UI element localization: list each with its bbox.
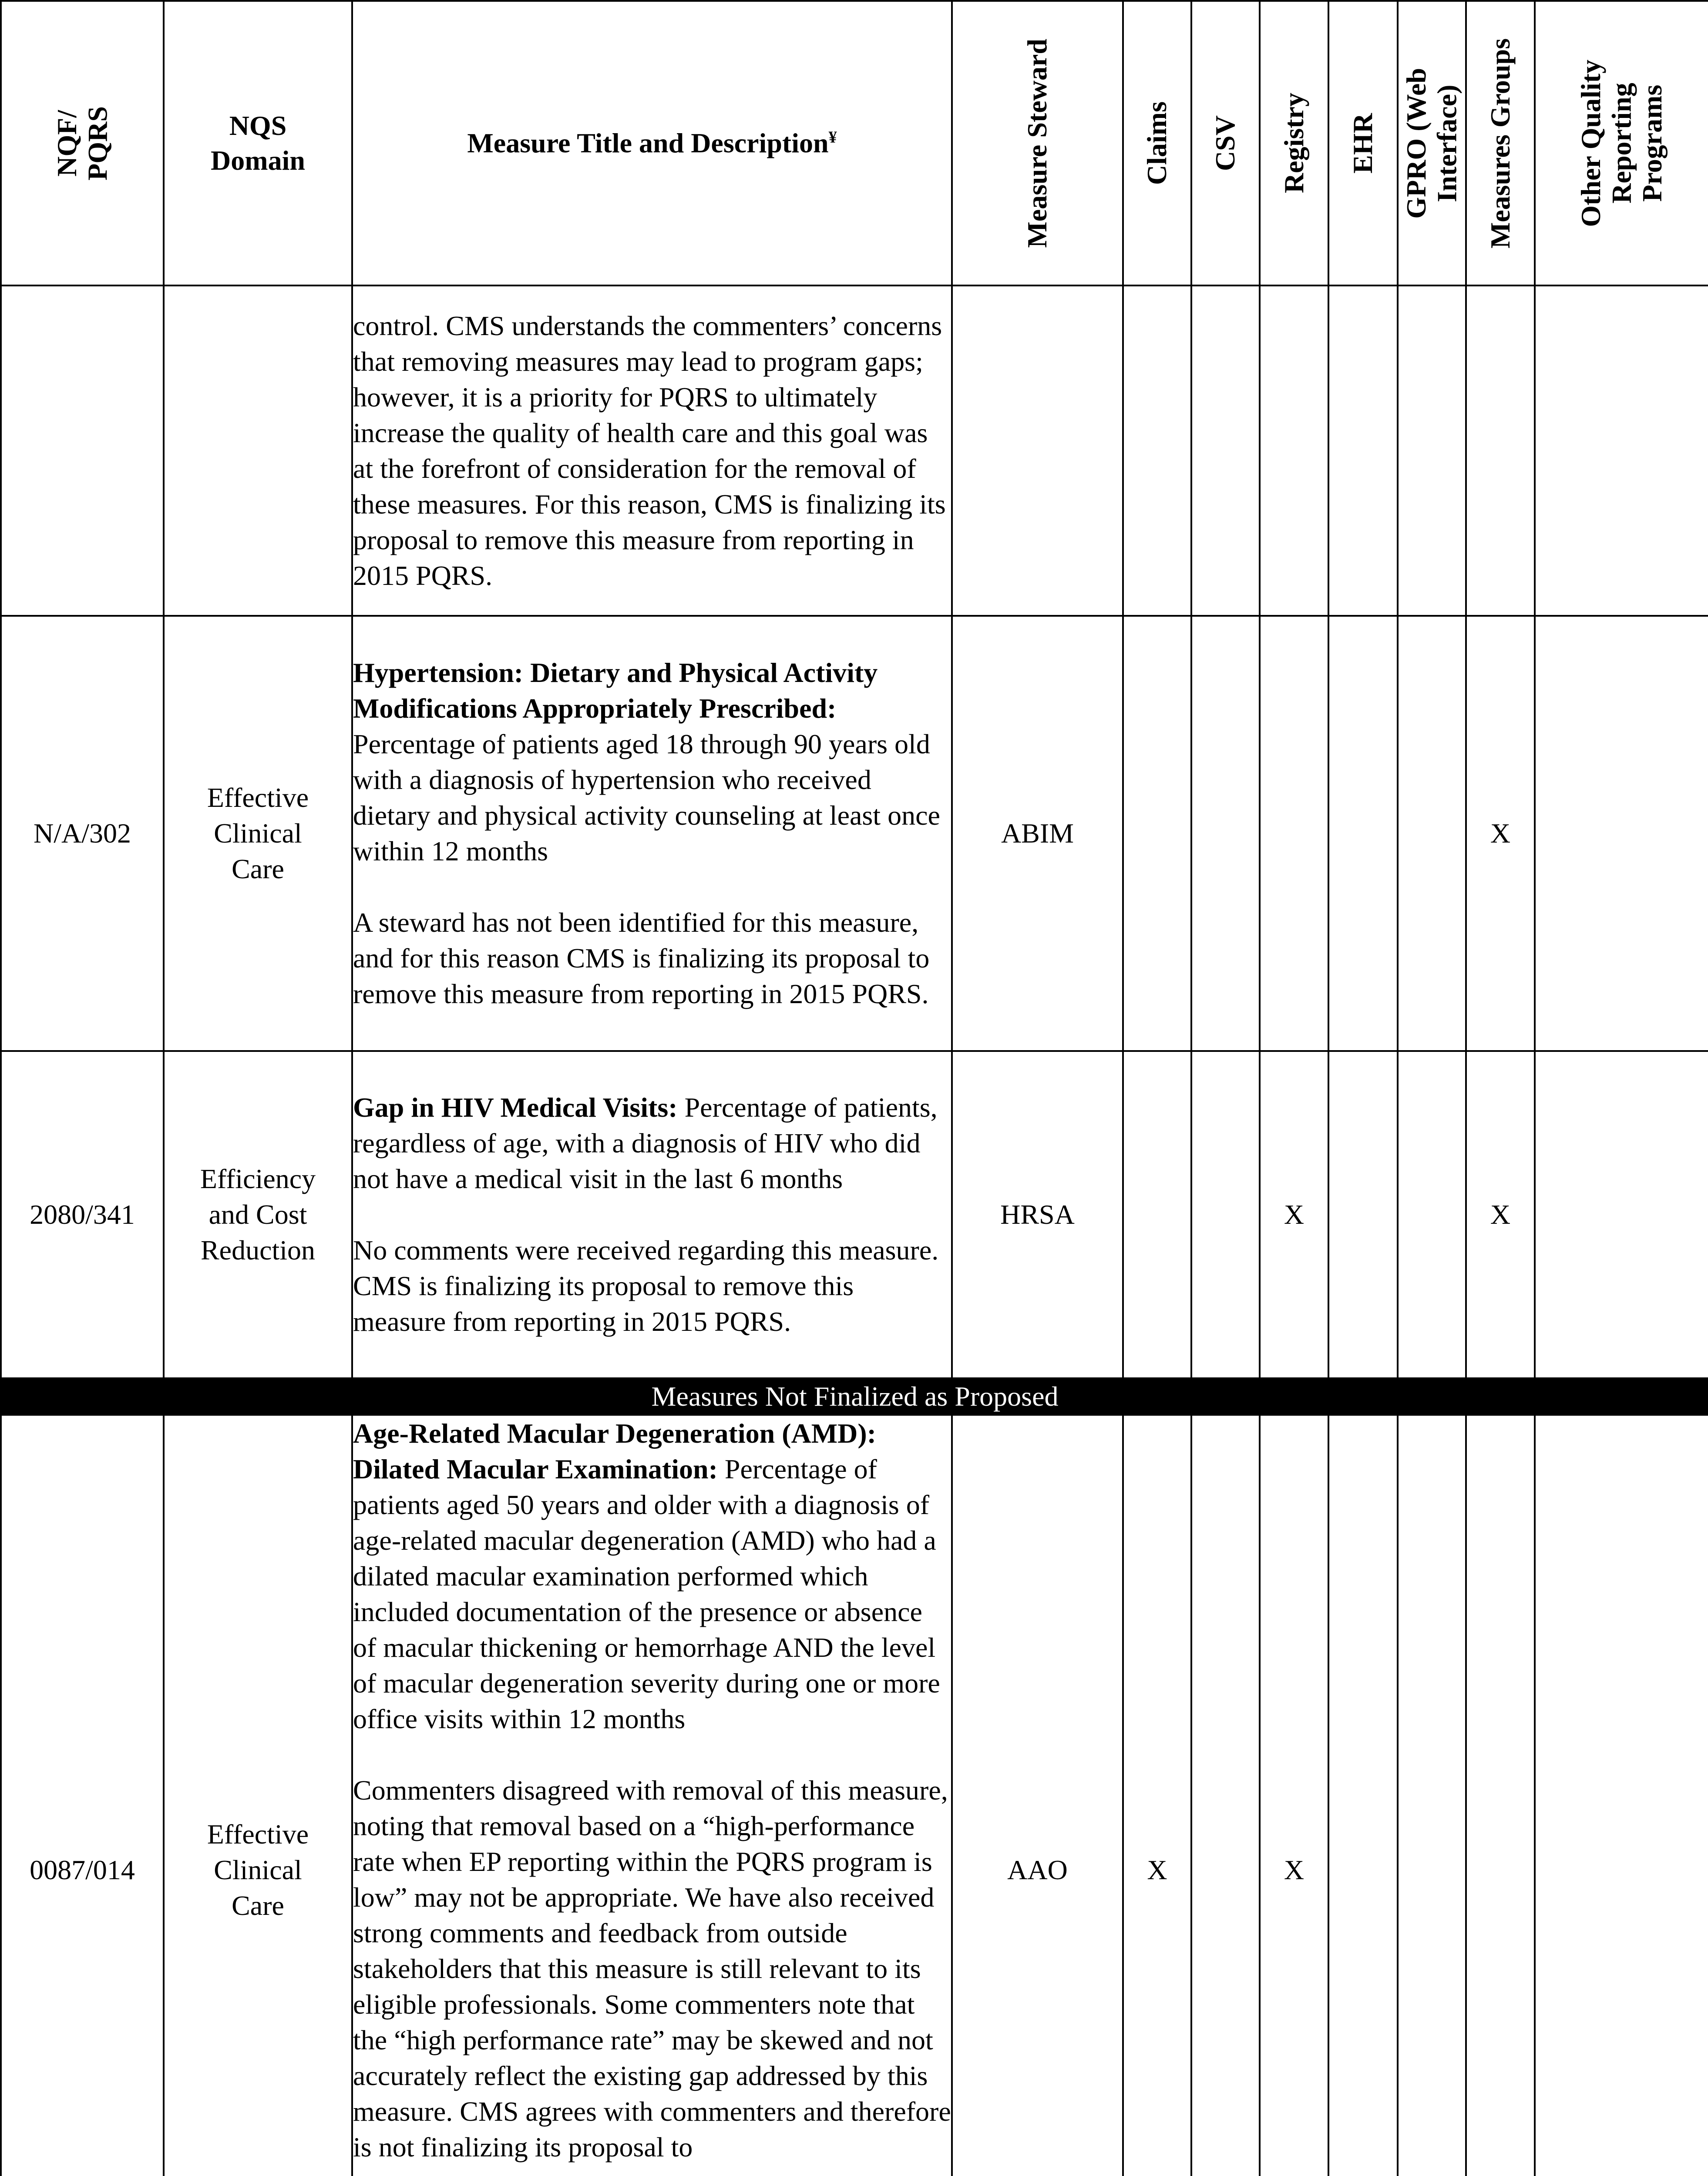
cell-measures-groups: X — [1466, 1051, 1535, 1378]
header-measure-title-label: Measure Title and Description — [467, 128, 829, 158]
cell-claims: X — [1123, 1415, 1191, 2176]
table-row — [1, 616, 1708, 1051]
header-measure-steward-label: Measure Steward — [1022, 38, 1053, 248]
header-gpro — [1398, 1, 1466, 285]
comment-text: control. CMS understands the commenters’ concerns that removing measures may lead to program gaps; however, it is a priority for PQRS to ultimately increase the quality of health care and this goal was at the forefront of consideration for the removal of these measures. For this reason, CMS is finalizing its proposal to remove this measure from reporting in 2015 PQRS. — [353, 310, 946, 591]
table-row — [1, 1415, 1708, 2176]
section-banner: Measures Not Finalized as Proposed — [1, 1378, 1708, 1415]
cell-csv — [1191, 616, 1260, 1051]
cell-nqf-pqrs: N/A/302 — [1, 616, 164, 1051]
cell-other — [1535, 285, 1708, 616]
comment-text: Commenters disagreed with removal of this measure, noting that removal based on a “high-performance rate when EP reporting within the PQRS program is low” may not be appropriate. We have also received strong comments and feedback from outside stakeholders that this measure is still relevant to its eligible professionals. Some commenters note that the “high performance rate” may be skewed and not accurately reflect the existing gap addressed by this measure. CMS agrees with commenters and therefore is not finalizing its proposal to — [353, 1775, 951, 2163]
comment-text: A steward has not been identified for this measure, and for this reason CMS is finalizing its proposal to remove this measure from reporting in 2015 PQRS. — [353, 907, 930, 1009]
cell-ehr — [1328, 1415, 1398, 2176]
header-nqs-domain: NQS Domain — [164, 1, 352, 285]
cell-other — [1535, 616, 1708, 1051]
header-csv — [1191, 1, 1260, 285]
header-registry-label: Registry — [1278, 93, 1309, 194]
measure-title: Gap in HIV Medical Visits: — [353, 1092, 678, 1123]
cell-csv — [1191, 1415, 1260, 2176]
comment-text: No comments were received regarding this measure. CMS is finalizing its proposal to remove this measure from reporting in 2015 PQRS. — [353, 1235, 939, 1337]
cell-description — [352, 616, 952, 1051]
cell-gpro — [1398, 1051, 1466, 1378]
cell-domain — [164, 285, 352, 616]
cell-ehr — [1328, 616, 1398, 1051]
cell-measures-groups: X — [1466, 616, 1535, 1051]
cell-registry: X — [1260, 1051, 1328, 1378]
footnote-marker: ¥ — [828, 128, 837, 147]
header-nqf-pqrs — [1, 1, 164, 285]
header-registry — [1260, 1, 1328, 285]
cell-other — [1535, 1051, 1708, 1378]
cell-domain: Effective Clinical Care — [164, 1415, 352, 2176]
header-gpro-label: GPRO (Web Interface) — [1401, 67, 1463, 219]
cell-claims — [1123, 285, 1191, 616]
header-other-programs-label: Other Quality Reporting Programs — [1575, 59, 1668, 227]
cell-registry — [1260, 616, 1328, 1051]
cell-steward: HRSA — [952, 1051, 1123, 1378]
cell-ehr — [1328, 285, 1398, 616]
header-claims-label: Claims — [1141, 101, 1173, 185]
header-row — [1, 1, 1708, 285]
header-measure-steward — [952, 1, 1123, 285]
header-measures-groups — [1466, 1, 1535, 285]
measure-description: Percentage of patients aged 50 years and older with a diagnosis of age-related macular degeneration (AMD) who had a dilated macular examination performed which included documentation of the presence or absence of macular thickening or hemorrhage AND the level of macular degeneration severity during one or more office visits within 12 months — [353, 1454, 940, 1734]
cell-description — [352, 285, 952, 616]
cell-nqf-pqrs — [1, 285, 164, 616]
cell-steward — [952, 285, 1123, 616]
cell-other — [1535, 1415, 1708, 2176]
table-row — [1, 285, 1708, 616]
cell-nqf-pqrs: 0087/014 — [1, 1415, 164, 2176]
header-measures-groups-label: Measures Groups — [1484, 38, 1516, 248]
cell-domain: Efficiency and Cost Reduction — [164, 1051, 352, 1378]
cell-gpro — [1398, 285, 1466, 616]
header-ehr-label: EHR — [1347, 113, 1379, 174]
table-row — [1, 1051, 1708, 1378]
cell-measures-groups — [1466, 285, 1535, 616]
cell-steward: ABIM — [952, 616, 1123, 1051]
cell-csv — [1191, 285, 1260, 616]
cell-gpro — [1398, 616, 1466, 1051]
cell-nqf-pqrs: 2080/341 — [1, 1051, 164, 1378]
measure-title: Hypertension: Dietary and Physical Activity Modifications Appropriately Prescribed: — [353, 657, 878, 724]
cell-registry — [1260, 285, 1328, 616]
cell-ehr — [1328, 1051, 1398, 1378]
section-banner-row — [1, 1378, 1708, 1415]
cell-gpro — [1398, 1415, 1466, 2176]
cell-claims — [1123, 1051, 1191, 1378]
cell-registry: X — [1260, 1415, 1328, 2176]
header-nqf-pqrs-label: NQF/ PQRS — [51, 106, 113, 181]
measure-description: Percentage of patients aged 18 through 90 years old with a diagnosis of hypertension who received dietary and physical activity counseling at least once within 12 months — [353, 729, 940, 866]
cell-claims — [1123, 616, 1191, 1051]
cell-description — [352, 1051, 952, 1378]
cell-csv — [1191, 1051, 1260, 1378]
header-measure-title — [352, 1, 952, 285]
header-csv-label: CSV — [1210, 115, 1241, 171]
measure-title: Age-Related Macular Degeneration (AMD): Dilated Macular Examination: — [353, 1418, 876, 1484]
header-other-programs — [1535, 1, 1708, 285]
cell-measures-groups — [1466, 1415, 1535, 2176]
header-claims — [1123, 1, 1191, 285]
cell-steward: AAO — [952, 1415, 1123, 2176]
header-ehr — [1328, 1, 1398, 285]
cell-domain: Effective Clinical Care — [164, 616, 352, 1051]
cell-description — [352, 1415, 952, 2176]
measure-description: Percentage of patients, regardless of age, with a diagnosis of HIV who did not have a medical visit in the last 6 months — [353, 1092, 938, 1194]
